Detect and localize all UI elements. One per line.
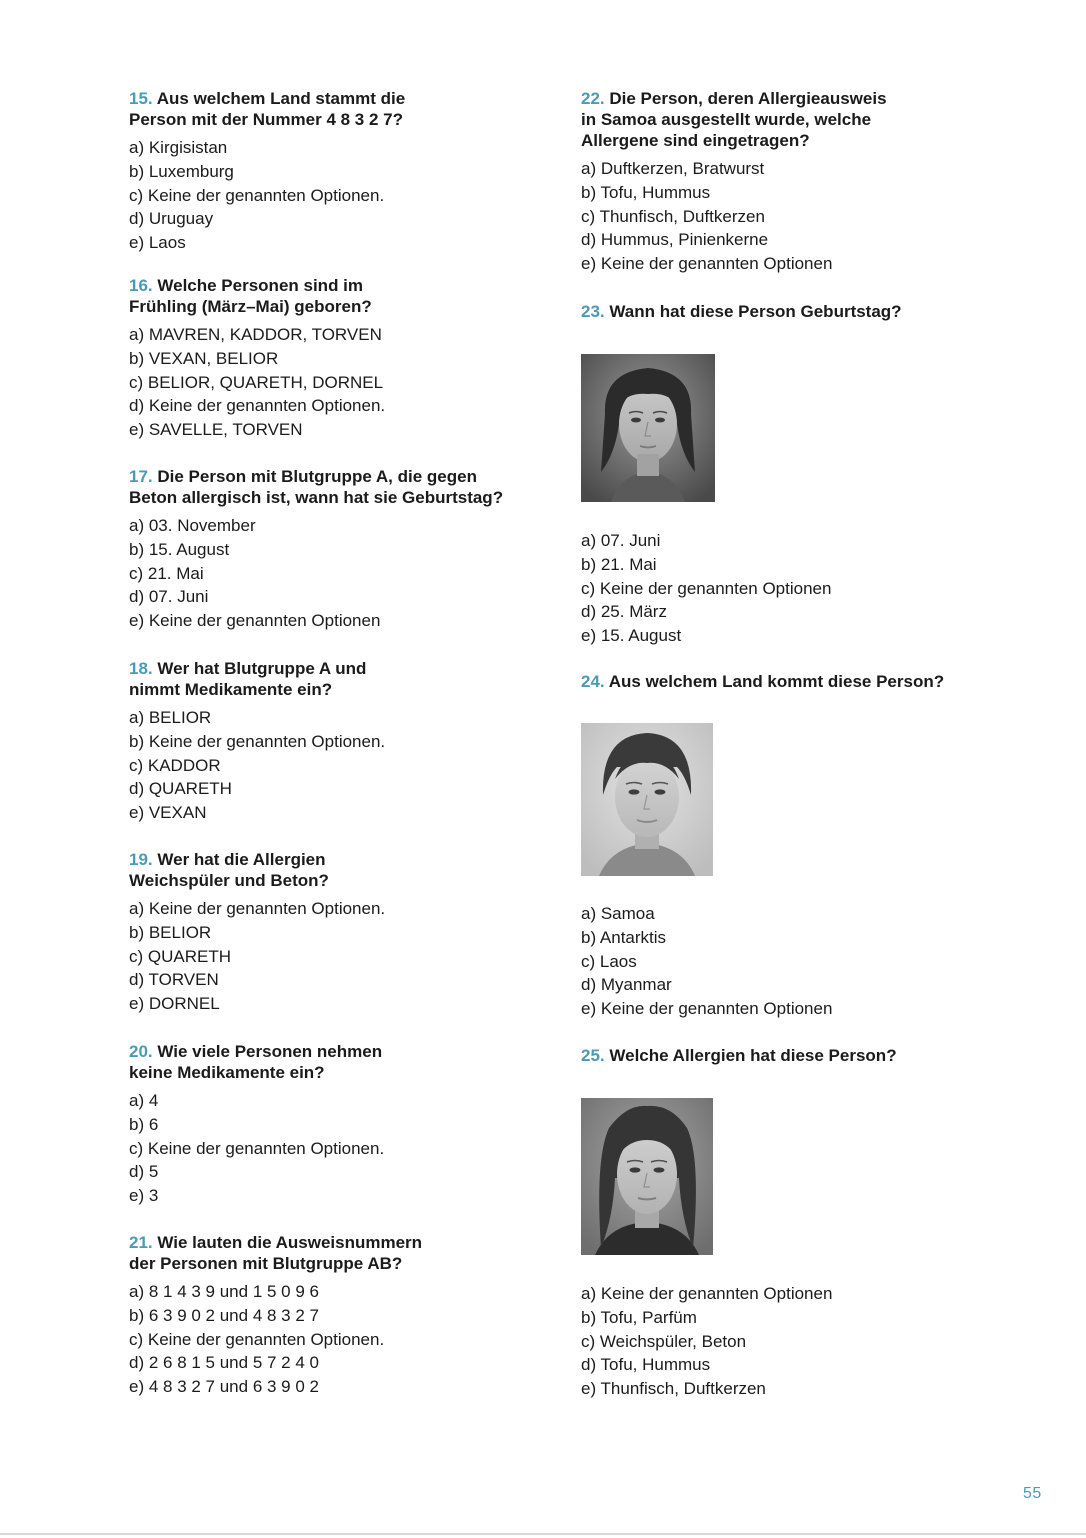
portrait-photo (581, 354, 715, 502)
answer-options (129, 323, 549, 442)
question-23 (581, 301, 1001, 671)
page-bottom-divider (0, 1533, 1086, 1535)
answer-option[interactable]: e) Laos (129, 233, 186, 253)
answer-options (129, 1089, 549, 1208)
question-title (129, 88, 549, 130)
answer-option[interactable]: d) TORVEN (129, 970, 219, 990)
answer-option[interactable]: a) Samoa (581, 904, 655, 923)
answer-option[interactable]: d) Tofu, Hummus (581, 1355, 711, 1375)
answer-option[interactable]: e) Keine der genannten Optionen (581, 999, 833, 1019)
question-text: Wie lauten die Ausweisnummern der Personen mit Blutgruppe AB? (129, 1233, 423, 1273)
answer-option[interactable]: a) Duftkerzen, Bratwurst (581, 159, 765, 178)
answer-option[interactable]: e) Keine der genannten Optionen (129, 611, 381, 631)
answer-option[interactable]: a) 03. November (129, 516, 256, 535)
question-number: 16. (129, 276, 153, 295)
answer-option[interactable]: e) 15. August (581, 626, 682, 646)
answer-option[interactable]: c) KADDOR (129, 755, 221, 775)
answer-options (129, 514, 549, 633)
answer-option[interactable]: b) BELIOR (129, 922, 212, 942)
question-number: 22. (581, 89, 605, 108)
answer-option[interactable]: e) 3 (129, 1186, 159, 1206)
answer-options (129, 1280, 549, 1399)
answer-option[interactable]: b) Tofu, Parfüm (581, 1307, 697, 1327)
answer-option[interactable]: e) Thunfisch, Duftkerzen (581, 1379, 766, 1399)
answer-option[interactable]: a) 8 1 4 3 9 und 1 5 0 9 6 (129, 1282, 319, 1301)
question-17 (129, 466, 549, 658)
question-19 (129, 849, 549, 1041)
answer-option[interactable]: a) MAVREN, KADDOR, TORVEN (129, 325, 382, 344)
question-text: Wie viele Personen nehmen keine Medikamente ein? (129, 1042, 383, 1082)
answer-option[interactable]: c) Weichspüler, Beton (581, 1331, 747, 1351)
question-title (129, 1041, 549, 1083)
answer-option[interactable]: c) Laos (581, 951, 637, 971)
question-text: Welche Personen sind im Frühling (März–Mai) geboren? (129, 276, 372, 316)
question-text: Die Person mit Blutgruppe A, die gegen Beton allergisch ist, wann hat sie Geburtstag? (129, 467, 504, 507)
answer-options (129, 897, 549, 1016)
answer-option[interactable]: d) Uruguay (129, 209, 214, 229)
question-number: 23. (581, 302, 605, 321)
answer-option[interactable]: c) Keine der genannten Optionen. (129, 185, 385, 205)
answer-option[interactable]: a) BELIOR (129, 708, 212, 727)
answer-option[interactable]: b) Luxemburg (129, 161, 234, 181)
question-text: Welche Allergien hat diese Person? (609, 1046, 897, 1065)
question-title (129, 658, 549, 700)
answer-option[interactable]: c) Keine der genannten Optionen (581, 578, 832, 598)
question-15 (129, 88, 549, 275)
answer-options (581, 902, 1001, 1021)
question-title (129, 466, 549, 508)
question-24 (581, 671, 1001, 1045)
answer-option[interactable]: d) 07. Juni (129, 587, 209, 607)
answer-option[interactable]: d) Myanmar (581, 975, 672, 995)
answer-option[interactable]: c) Keine der genannten Optionen. (129, 1138, 385, 1158)
answer-option[interactable]: d) Keine der genannten Optionen. (129, 396, 386, 416)
question-title (581, 671, 1001, 692)
question-text: Aus welchem Land stammt die Person mit der Nummer 4 8 3 2 7? (129, 89, 406, 129)
answer-option[interactable]: e) SAVELLE, TORVEN (129, 420, 303, 440)
answer-option[interactable]: e) Keine der genannten Optionen (581, 254, 833, 274)
answer-option[interactable]: d) 5 (129, 1162, 159, 1182)
answer-options (129, 706, 549, 825)
question-number: 24. (581, 672, 605, 691)
answer-option[interactable]: a) Keine der genannten Optionen (581, 1284, 833, 1303)
question-text: Wer hat die Allergien Weichspüler und Beton? (129, 850, 329, 890)
answer-option[interactable]: b) 21. Mai (581, 554, 657, 574)
question-16 (129, 275, 549, 466)
answer-option[interactable]: b) Tofu, Hummus (581, 182, 711, 202)
portrait-photo (581, 723, 713, 876)
question-number: 21. (129, 1233, 153, 1252)
question-22 (581, 88, 1001, 301)
question-title (129, 275, 549, 317)
answer-option[interactable]: d) QUARETH (129, 779, 232, 799)
question-20 (129, 1041, 549, 1232)
answer-option[interactable]: c) Keine der genannten Optionen. (129, 1329, 385, 1349)
page-number: 55 (1023, 1485, 1042, 1502)
left-column (129, 88, 549, 1399)
answer-option[interactable]: a) Keine der genannten Optionen. (129, 899, 386, 918)
answer-options (129, 136, 549, 255)
answer-option[interactable]: a) 4 (129, 1091, 159, 1110)
answer-option[interactable]: b) VEXAN, BELIOR (129, 348, 279, 368)
question-title (581, 301, 1001, 322)
answer-option[interactable]: c) QUARETH (129, 946, 231, 966)
question-title (129, 849, 549, 891)
answer-options (581, 1282, 1001, 1401)
answer-option[interactable]: e) DORNEL (129, 994, 220, 1014)
answer-option[interactable]: b) Keine der genannten Optionen. (129, 731, 386, 751)
question-number: 17. (129, 467, 153, 486)
question-text: Wann hat diese Person Geburtstag? (609, 302, 902, 321)
question-21 (129, 1232, 549, 1399)
question-number: 19. (129, 850, 153, 869)
question-number: 15. (129, 89, 153, 108)
right-column (581, 88, 1001, 1401)
question-number: 20. (129, 1042, 153, 1061)
answer-option[interactable]: b) 15. August (129, 539, 230, 559)
answer-option[interactable]: d) 2 6 8 1 5 und 5 7 2 4 0 (129, 1353, 319, 1373)
question-number: 18. (129, 659, 153, 678)
answer-option[interactable]: c) Thunfisch, Duftkerzen (581, 206, 765, 226)
portrait-photo (581, 1098, 713, 1255)
answer-option[interactable]: b) 6 3 9 0 2 und 4 8 3 2 7 (129, 1305, 319, 1325)
answer-option[interactable]: d) 25. März (581, 602, 667, 622)
answer-option[interactable]: e) VEXAN (129, 803, 207, 823)
answer-option[interactable]: a) Kirgisistan (129, 138, 228, 157)
answer-option[interactable]: c) 21. Mai (129, 563, 204, 583)
answer-option[interactable]: e) 4 8 3 2 7 und 6 3 9 0 2 (129, 1377, 319, 1397)
question-18 (129, 658, 549, 849)
answer-option[interactable]: b) 6 (129, 1114, 159, 1134)
question-title (581, 1045, 1001, 1066)
question-number: 25. (581, 1046, 605, 1065)
answer-option[interactable]: b) Antarktis (581, 927, 667, 947)
answer-option[interactable]: c) BELIOR, QUARETH, DORNEL (129, 372, 384, 392)
question-25 (581, 1045, 1001, 1401)
question-text: Die Person, deren Allergieausweis in Samoa ausgestellt wurde, welche Allergene sind eingetragen? (581, 89, 887, 150)
answer-options (581, 157, 1001, 276)
question-title (581, 88, 1001, 151)
question-title (129, 1232, 549, 1274)
answer-options (581, 529, 1001, 648)
question-text: Aus welchem Land kommt diese Person? (608, 672, 945, 691)
answer-option[interactable]: a) 07. Juni (581, 531, 661, 550)
question-text: Wer hat Blutgruppe A und nimmt Medikamente ein? (129, 659, 367, 699)
answer-option[interactable]: d) Hummus, Pinienkerne (581, 230, 769, 250)
